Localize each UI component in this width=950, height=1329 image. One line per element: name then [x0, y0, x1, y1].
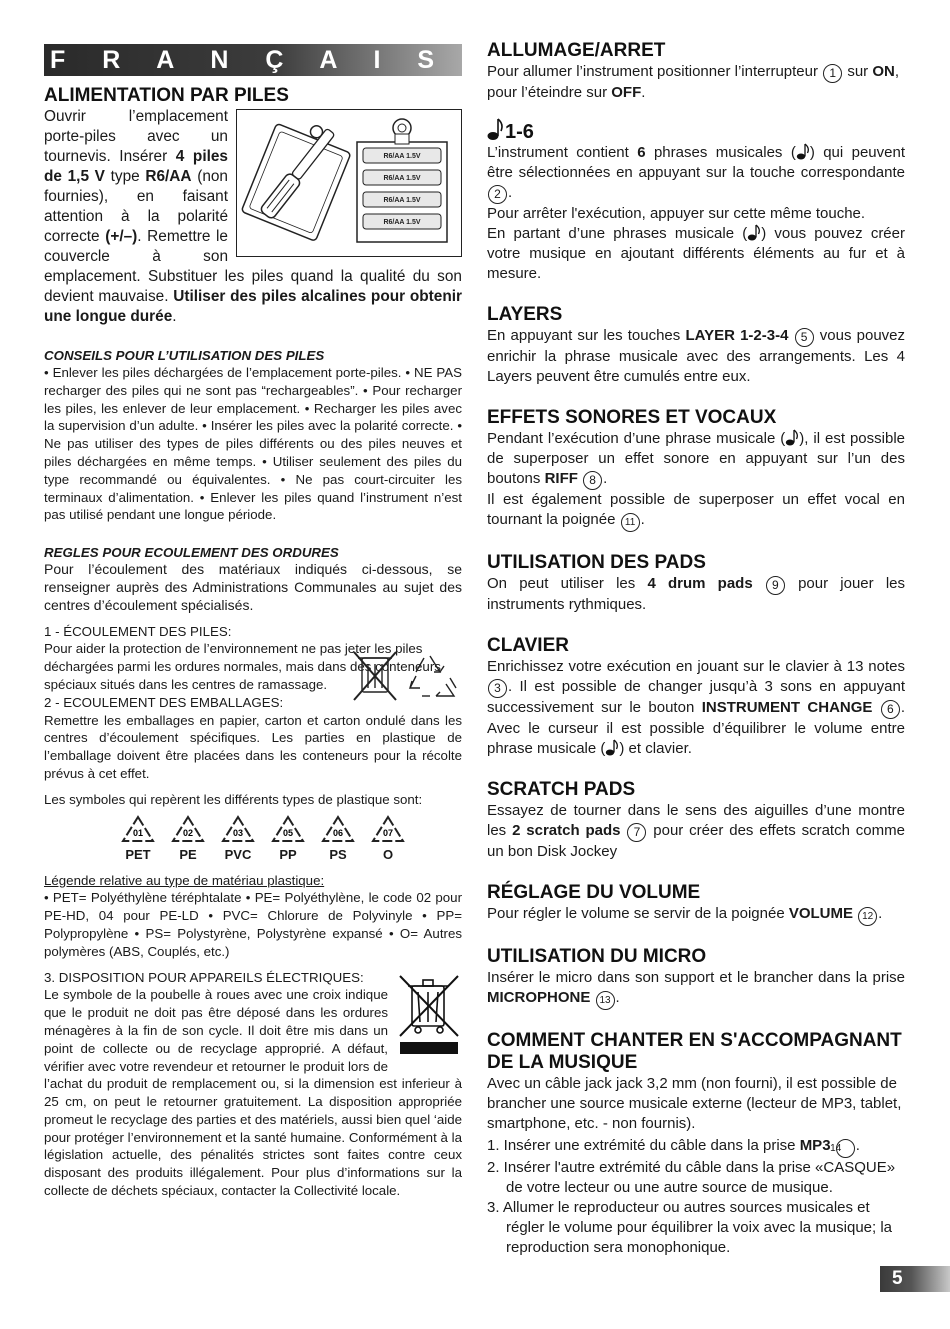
recycle-triangle-icon [220, 815, 256, 843]
plastic-symbols-intro: Les symboles qui repèrent les différents types de plastique sont: [44, 791, 423, 807]
callout-number: 13 [596, 991, 615, 1010]
callout-number: 2 [488, 185, 507, 204]
sing-steps [487, 1136, 905, 1258]
plastic-code: 06 [332, 827, 344, 838]
plastic-symbol [170, 815, 206, 862]
battery-disposal-block [44, 640, 462, 693]
battery-disposal-text: Pour aider la protection de l’environnement ne pas jeter les piles déchargées parmi les ordures normales, mais dans des conteneurs spéciaux situés dans les centres de ramassage. [44, 641, 441, 692]
plastic-code: 02 [182, 827, 194, 838]
layers-heading: LAYERS [487, 304, 563, 325]
micro-heading: UTILISATION DU MICRO [487, 946, 707, 967]
callout-number: 12 [858, 907, 877, 926]
effects-heading: EFFETS SONORES ET VOCAUX [487, 407, 777, 428]
music-note-icon [487, 117, 505, 141]
plastic-symbols-row [120, 815, 462, 862]
callout-number: 5 [795, 328, 814, 347]
battery-heading: ALIMENTATION PAR PILES [44, 85, 289, 106]
battery-drawing [237, 110, 460, 255]
packaging-disposal-title: 2 - ECOULEMENT DES EMBALLAGES: [44, 694, 284, 710]
sing-heading: COMMENT CHANTER EN S'ACCOMPAGNANT DE LA MUSIQUE [487, 1030, 902, 1073]
scratch-text: Essayez de tourner dans le sens des aiguilles d’une montre les 2 scratch pads 7 pour créer des effets scratch comme un bon Disk Jockey [487, 802, 905, 860]
callout-number: 8 [583, 471, 602, 490]
volume-text: Pour régler le volume se servir de la poignée VOLUME 12 . [487, 904, 905, 926]
electrical-disposal-text: Le symbole de la poubelle à roues avec une croix indique que le produit ne doit pas être déposé dans les ordures ménagères à la fin de son cycle. Il doit être mis dans un point de collecte ou de recyclage approprié. A défaut, vérifier avec votre revendeur et retourner le produit lors de l’achat du produit de remplacement ou, si la dimension est inferieur à 25 cm, on peut le retourner gratuitement. La disposition appropriée promeut le recyclage des parties et des matériels, aussi bien quel ‘aide pour protéger l’environnement et la santé humaine. Conformément à la législation actuelle, des pénalités strictes sont faites contre ceux disposant des produits illégalement. Pour plus d’informations sur la collecte de déchets spéciaux, contacter la Collectivité locale. [44, 987, 462, 1199]
battery-paragraph: Ouvrir l’emplacement porte-piles avec un tournevis. Insérer 4 piles de 1,5 V type R6/AA (non fournies), en faisant attention à la polarité correcte (+/–). Remettre le couvercle à son emplacement. Substituer les piles quand la qualité du son devient mauvaise. Utiliser des piles alcalines pour obtenir une longue durée. [44, 108, 462, 325]
page-number: 5 [880, 1266, 950, 1292]
pads-text: On peut utiliser les 4 drum pads 9 pour jouer les instruments rythmiques. [487, 575, 905, 613]
left-column [44, 40, 462, 1200]
recycle-triangle-icon [270, 815, 306, 843]
battery-compartment-illustration [236, 109, 462, 257]
phrases-stop-text: Pour arrêter l'exécution, appuyer sur cette même touche. [487, 205, 866, 222]
plastic-name: PET [125, 846, 151, 862]
phrases-heading: 1-6 [487, 117, 905, 143]
battery-advice-heading: CONSEILS POUR L’UTILISATION DES PILES [44, 348, 325, 363]
sing-step-1: 1. Insérer une extrémité du câble dans la prise MP3 14 . [487, 1136, 905, 1158]
disposal-intro: Pour l’écoulement des matériaux indiqués ci-dessous, se renseigner auprès des Administrations Communales au sujet des centres d’écoulement spécialisés. [44, 561, 462, 613]
sing-step-3: 3. Allumer le reproducteur ou autres sources musicales et régler le volume pour équilibrer la voix avec la musique; la reproduction sera monophonique. [487, 1199, 893, 1256]
packaging-disposal-text: Remettre les emballages en papier, carton et carton ondulé dans les centres d’écoulement spécifiques. Les parties en plastique de l’emballage doivent être placées dans les conteneurs pour la récolte prévus à cet effet. [44, 712, 462, 781]
callout-number: 6 [881, 700, 900, 719]
crossed-wheelie-bin-icon [396, 972, 462, 1056]
power-text: Pour allumer l’instrument positionner l’interrupteur 1 sur ON, pour l’éteindre sur OFF. [487, 63, 900, 101]
plastic-symbol [370, 815, 406, 862]
plastic-name: O [382, 846, 394, 862]
keyboard-heading: CLAVIER [487, 635, 569, 656]
plastic-code: 03 [232, 827, 244, 838]
battery-cell-label-3: R6/AA 1.5V [383, 197, 421, 204]
recycle-triangle-icon [370, 815, 406, 843]
plastic-symbol [220, 815, 256, 862]
music-note-icon [605, 739, 619, 756]
recycle-triangle-icon [320, 815, 356, 843]
effects-text: Pendant l’exécution d’une phrase musicale ( ), il est possible de superposer un effet sonore en appuyant sur l’un des boutons RIFF 8 . [487, 429, 905, 490]
callout-number: 3 [488, 679, 507, 698]
disposal-heading: REGLES POUR ECOULEMENT DES ORDURES [44, 545, 339, 561]
music-note-icon [747, 224, 761, 241]
effects-voice-text: Il est également possible de superposer un effet vocal en tournant la poignée 11 . [487, 490, 905, 532]
plastic-name: PVC [224, 846, 252, 862]
plastic-legend-text: • PET= Polyéthylène téréphtalate • PE= Polyéthylène, le code 02 pour PE-HD, 04 pour PE-LD • PVC= Chlorure de Polyvinyle • PP= Polypropylène • PS= Polystyrène, Polystyrène expansé • O= Autres polymères (ABS, Couplés, etc.) [44, 890, 462, 959]
recycle-triangle-icon [170, 815, 206, 843]
plastic-code: 01 [132, 827, 144, 838]
layers-text: En appuyant sur les touches LAYER 1-2-3-4 5 vous pouvez enrichir la phrase musicale avec des arrangements. Les 4 Layers peuvent être cumulés entre eux. [487, 327, 905, 385]
music-note-icon [796, 143, 810, 160]
callout-number: 9 [766, 576, 785, 595]
recycle-triangle-icon [120, 815, 156, 843]
plastic-name: PE [179, 846, 197, 862]
electrical-disposal-title: 3. DISPOSITION POUR APPAREILS ÉLECTRIQUES: [44, 969, 364, 985]
power-heading: ALLUMAGE/ARRET [487, 40, 666, 61]
plastic-code: 07 [382, 827, 394, 838]
keyboard-text: Enrichissez votre exécution en jouant sur le clavier à 13 notes 3 . Il est possible de changer jusqu’à 3 sons en appuyant successivement sur le bouton INSTRUMENT CHANGE 6 . Avec le curseur il est possible d’équilibrer le volume entre phrase musicale ( ) et clavier. [487, 658, 906, 757]
plastic-code: 05 [282, 827, 294, 838]
callout-number: 7 [627, 823, 646, 842]
electrical-disposal-block [44, 986, 462, 1200]
language-banner: F R A N Ç A I S [44, 44, 462, 76]
plastic-name: PS [329, 846, 347, 862]
battery-cell-label-2: R6/AA 1.5V [383, 175, 421, 182]
scratch-heading: SCRATCH PADS [487, 779, 636, 800]
plastic-symbol [320, 815, 356, 862]
sing-step-2: 2. Insérer l'autre extrémité du câble dans la prise «CASQUE» de votre lecteur ou une autre source de musique. [487, 1159, 896, 1196]
plastic-name: PP [279, 846, 297, 862]
battery-cell-label-4: R6/AA 1.5V [383, 219, 421, 226]
micro-text: Insérer le micro dans son support et le brancher dans la prise MICROPHONE 13 . [487, 968, 905, 1010]
phrases-create-text: En partant d’une phrases musicale ( ) vous pouvez créer votre musique en ajoutant différents éléments au fur et à mesure. [487, 225, 905, 282]
plastic-symbol [120, 815, 156, 862]
pads-heading: UTILISATION DES PADS [487, 552, 706, 573]
right-column [487, 40, 905, 1258]
battery-disposal-title: 1 - ÉCOULEMENT DES PILES: [44, 623, 232, 639]
callout-number: 14 [836, 1139, 855, 1158]
callout-number: 11 [621, 513, 640, 532]
plastic-symbol [270, 815, 306, 862]
recycling-icons [350, 648, 462, 706]
volume-heading: RÉGLAGE DU VOLUME [487, 882, 701, 903]
music-note-icon [785, 429, 799, 446]
battery-cell-label-1: R6/AA 1.5V [383, 153, 421, 160]
phrases-text: L’instrument contient 6 phrases musicales ( ) qui peuvent être sélectionnées en appuyant sur la touche correspondante 2 . [487, 143, 905, 204]
battery-advice-text: • Enlever les piles déchargées de l’emplacement porte-piles. • NE PAS recharger des piles qui ne sont pas “rechargeables”. • Pour recharger les piles, les enlever de leur emplacement. • Recharger les piles avec la supervision d’un adulte. • Insérer les piles avec la polarité correcte. • Ne pas utiliser des types de piles différents ou des piles neuves et piles déchargées en même temps. • Utiliser seulement des piles du type recommandé ou équivalentes. • Ne pas court-circuiter les terminaux d’alimentation. • Enlever les piles quand l’instrument n’est pas utilisé pendant une longue période. [44, 365, 462, 523]
plastic-legend-title: Légende relative au type de matériau plastique: [44, 872, 325, 888]
callout-number: 1 [823, 64, 842, 83]
sing-intro: Avec un câble jack jack 3,2 mm (non fourni), il est possible de brancher une source musicale externe (lecteur de MP3, tablet, smartphone, etc. - non fournis). [487, 1075, 902, 1132]
